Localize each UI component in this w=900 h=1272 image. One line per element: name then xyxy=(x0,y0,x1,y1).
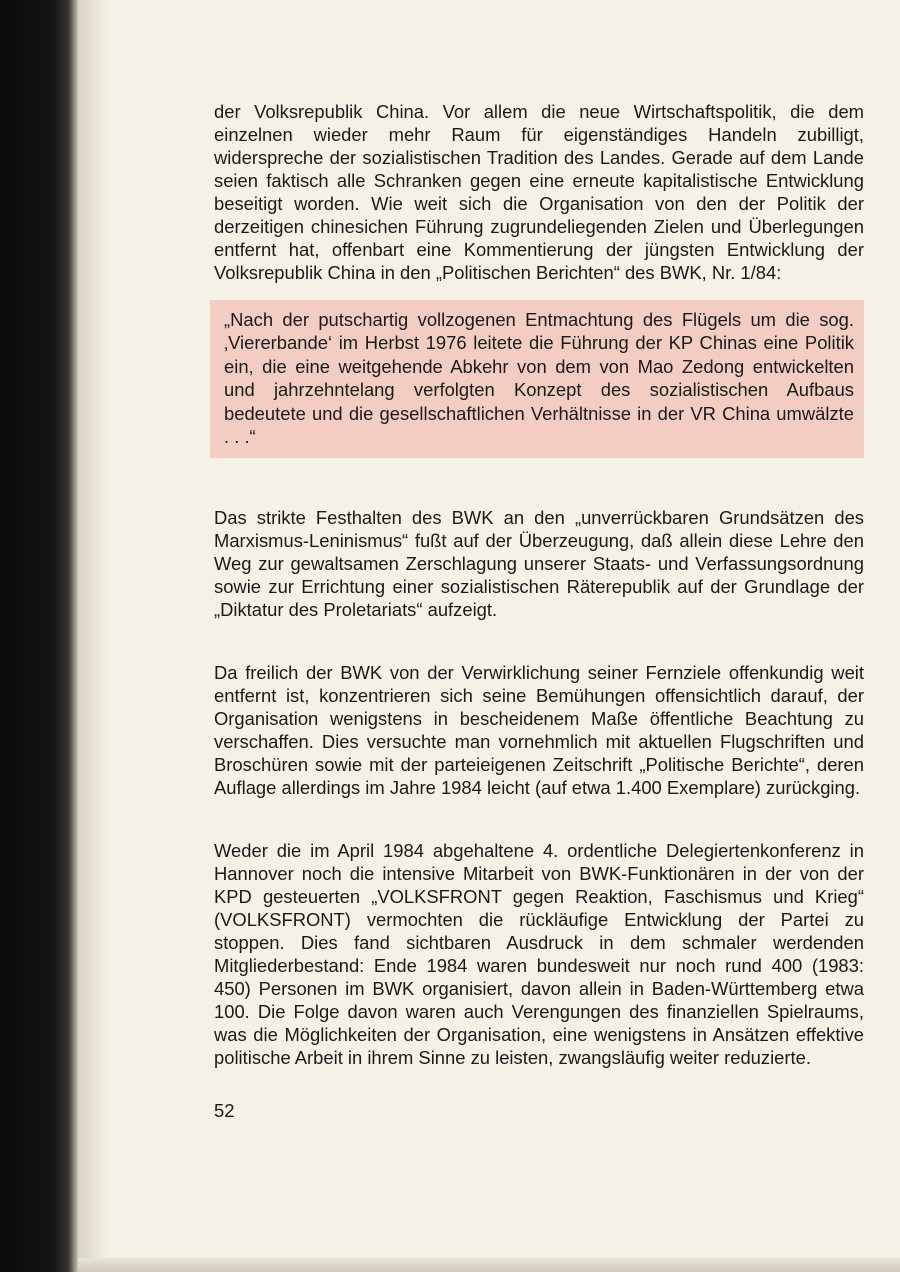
paragraph-membership-decline: Weder die im April 1984 abgehaltene 4. ordentliche Delegiertenkonferenz in Hannover noch die intensive Mitarbeit von BWK-Funktionären in der von der KPD gesteuerten „VOLKSFRONT gegen Reaktion, Faschismus und Krieg“ (VOLKSFRONT) vermochten die rückläufige Entwicklung der Partei zu stoppen. Dies fand sichtbaren Ausdruck in dem schmaler werdenden Mitgliederbestand: Ende 1984 waren bundesweit nur noch rund 400 (1983: 450) Personen im BWK organisiert, davon allein in Baden-Württemberg etwa 100. Die Folge davon waren auch Verengungen des finanziellen Spielraums, was die Möglichkeiten der Organisation, eine wenigstens in Ansätzen effektive politische Arbeit in ihrem Sinne zu leisten, zwangsläufig weiter reduzierte. xyxy=(214,840,864,1069)
book-binding-shadow xyxy=(0,0,78,1272)
page-body xyxy=(214,100,864,1122)
paragraph-publications: Da freilich der BWK von der Verwirklichung seiner Fernziele offenkundig weit entfernt ist, konzentrieren sich seine Bemühungen offensichtlich darauf, der Organisation wenigstens in bescheidenem Maße öffentliche Beachtung zu verschaffen. Dies versuchte man vornehmlich mit aktuellen Flugschriften und Broschüren sowie mit der parteieigenen Zeitschrift „Politische Berichte“, deren Auflage allerdings im Jahre 1984 leicht (auf etwa 1.400 Exemplare) zurückging. xyxy=(214,662,864,799)
page-gutter xyxy=(78,0,108,1272)
paragraph-china-policy: der Volksrepublik China. Vor allem die neue Wirtschaftspolitik, die dem einzelnen wieder mehr Raum für eigenständiges Handeln zubilligt, widerspreche der sozialistischen Tradition des Landes. Gerade auf dem Lande seien faktisch alle Schranken gegen eine erneute kapitalistische Entwicklung beseitigt worden. Wie weit sich die Organisation von den der Politik der derzeitigen chinesichen Führung zugrundeliegenden Zielen und Überlegungen entfernt hat, offenbart eine Kommentierung der jüngsten Entwicklung der Volksrepublik China in den „Politischen Berichten“ des BWK, Nr. 1/84: xyxy=(214,101,864,283)
page-number: 52 xyxy=(214,1100,235,1122)
paragraph-marxism-leninism: Das strikte Festhalten des BWK an den „unverrückbaren Grundsätzen des Marxismus-Leninismus“ fußt auf der Überzeugung, daß allein diese Lehre den Weg zur gewaltsamen Zerschlagung unserer Staats- und Verfassungsordnung sowie zur Errichtung einer sozialistischen Räterepublik auf der Grundlage der „Diktatur des Proletariats“ aufzeigt. xyxy=(214,507,864,621)
page-bottom-edge xyxy=(78,1258,900,1272)
highlighted-quote: „Nach der putschartig vollzogenen Entmachtung des Flügels um die sog. ‚Viererbande‘ im Herbst 1976 leitete die Führung der KP Chinas eine Politik ein, die eine weitgehende Abkehr von dem von Mao Zedong entwickelten und jahrzehntelang verfolgten Konzept des sozialistischen Aufbaus bedeutete und die gesellschaftlichen Verhältnisse in der VR China umwälzte . . .“ xyxy=(210,300,864,458)
